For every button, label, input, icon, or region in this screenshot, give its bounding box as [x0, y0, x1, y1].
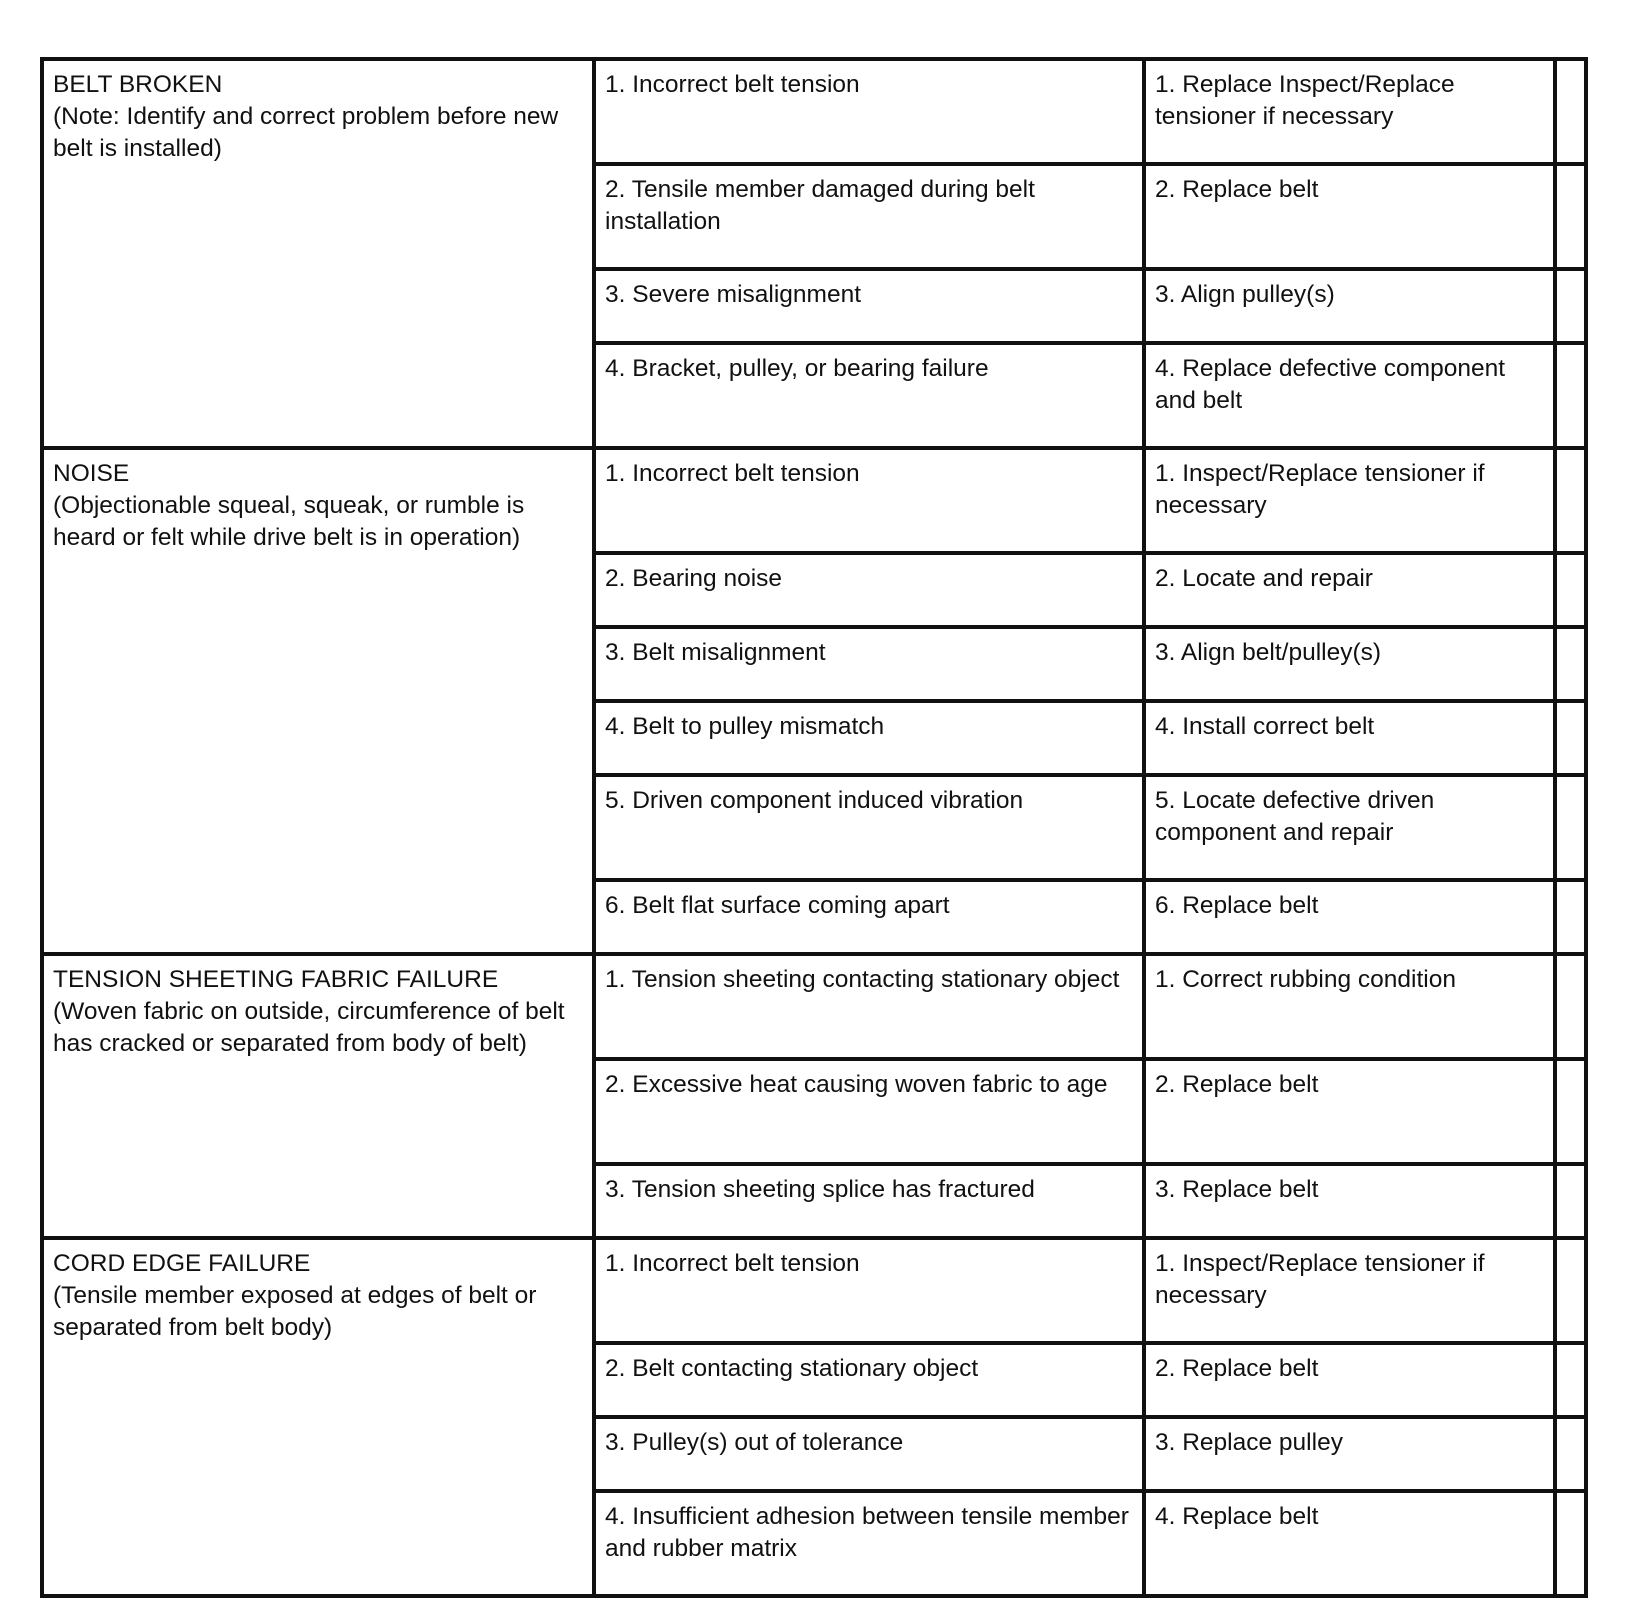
- cause-cell: 1. Incorrect belt tension: [594, 1238, 1144, 1343]
- cause-cell: 1. Incorrect belt tension: [594, 59, 1144, 164]
- correction-cell: 1. Inspect/Replace tensioner if necessary: [1144, 1238, 1555, 1343]
- cause-cell: 3. Belt misalignment: [594, 627, 1144, 701]
- correction-cell: 2. Locate and repair: [1144, 553, 1555, 627]
- condition-description: (Note: Identify and correct problem before new belt is installed): [53, 103, 559, 162]
- cause-cell: 2. Tensile member damaged during belt installation: [594, 164, 1144, 269]
- empty-cell: [1555, 880, 1586, 954]
- cause-cell: 3. Pulley(s) out of tolerance: [594, 1417, 1144, 1491]
- condition-description: (Objectionable squeal, squeak, or rumble is heard or felt while drive belt is in operation): [53, 492, 525, 551]
- correction-cell: 1. Correct rubbing condition: [1144, 954, 1555, 1059]
- cause-cell: 3. Tension sheeting splice has fractured: [594, 1164, 1144, 1238]
- cause-cell: 2. Bearing noise: [594, 553, 1144, 627]
- empty-cell: [1555, 1164, 1586, 1238]
- table-row: [42, 448, 1586, 553]
- empty-cell: [1555, 1238, 1586, 1343]
- empty-cell: [1555, 954, 1586, 1059]
- correction-cell: 2. Replace belt: [1144, 1343, 1555, 1417]
- empty-cell: [1555, 1059, 1586, 1164]
- cause-cell: 4. Bracket, pulley, or bearing failure: [594, 343, 1144, 448]
- empty-cell: [1555, 1491, 1586, 1596]
- cause-cell: 5. Driven component induced vibration: [594, 775, 1144, 880]
- condition-description: (Woven fabric on outside, circumference of belt has cracked or separated from body of belt): [53, 998, 565, 1057]
- correction-cell: 1. Inspect/Replace tensioner if necessary: [1144, 448, 1555, 553]
- correction-cell: 4. Install correct belt: [1144, 701, 1555, 775]
- empty-cell: [1555, 553, 1586, 627]
- correction-cell: 3. Replace pulley: [1144, 1417, 1555, 1491]
- correction-cell: 4. Replace belt: [1144, 1491, 1555, 1596]
- cause-cell: 4. Insufficient adhesion between tensile member and rubber matrix: [594, 1491, 1144, 1596]
- correction-cell: 2. Replace belt: [1144, 164, 1555, 269]
- empty-cell: [1555, 448, 1586, 553]
- condition-title: CORD EDGE FAILURE: [53, 1250, 311, 1277]
- condition-title: NOISE: [53, 460, 130, 487]
- correction-cell: 4. Replace defective component and belt: [1144, 343, 1555, 448]
- empty-cell: [1555, 627, 1586, 701]
- correction-cell: 1. Replace Inspect/Replace tensioner if necessary: [1144, 59, 1555, 164]
- correction-cell: 3. Align pulley(s): [1144, 269, 1555, 343]
- condition-cell: [42, 1238, 594, 1596]
- empty-cell: [1555, 775, 1586, 880]
- empty-cell: [1555, 701, 1586, 775]
- cause-cell: 1. Tension sheeting contacting stationary object: [594, 954, 1144, 1059]
- condition-cell: [42, 59, 594, 448]
- empty-cell: [1555, 269, 1586, 343]
- empty-cell: [1555, 1343, 1586, 1417]
- condition-description: (Tensile member exposed at edges of belt or separated from belt body): [53, 1282, 537, 1341]
- table-row: [42, 1238, 1586, 1343]
- condition-title: BELT BROKEN: [53, 71, 223, 98]
- correction-cell: 5. Locate defective driven component and repair: [1144, 775, 1555, 880]
- empty-cell: [1555, 164, 1586, 269]
- cause-cell: 1. Incorrect belt tension: [594, 448, 1144, 553]
- correction-cell: 3. Replace belt: [1144, 1164, 1555, 1238]
- condition-cell: [42, 954, 594, 1238]
- table-row: [42, 59, 1586, 164]
- condition-cell: [42, 448, 594, 954]
- cause-cell: 3. Severe misalignment: [594, 269, 1144, 343]
- correction-cell: 6. Replace belt: [1144, 880, 1555, 954]
- empty-cell: [1555, 59, 1586, 164]
- cause-cell: 6. Belt flat surface coming apart: [594, 880, 1144, 954]
- correction-cell: 2. Replace belt: [1144, 1059, 1555, 1164]
- cause-cell: 2. Excessive heat causing woven fabric to age: [594, 1059, 1144, 1164]
- diagnosis-table: [40, 57, 1588, 1598]
- cause-cell: 4. Belt to pulley mismatch: [594, 701, 1144, 775]
- table-row: [42, 954, 1586, 1059]
- correction-cell: 3. Align belt/pulley(s): [1144, 627, 1555, 701]
- condition-title: TENSION SHEETING FABRIC FAILURE: [53, 966, 499, 993]
- cause-cell: 2. Belt contacting stationary object: [594, 1343, 1144, 1417]
- empty-cell: [1555, 343, 1586, 448]
- empty-cell: [1555, 1417, 1586, 1491]
